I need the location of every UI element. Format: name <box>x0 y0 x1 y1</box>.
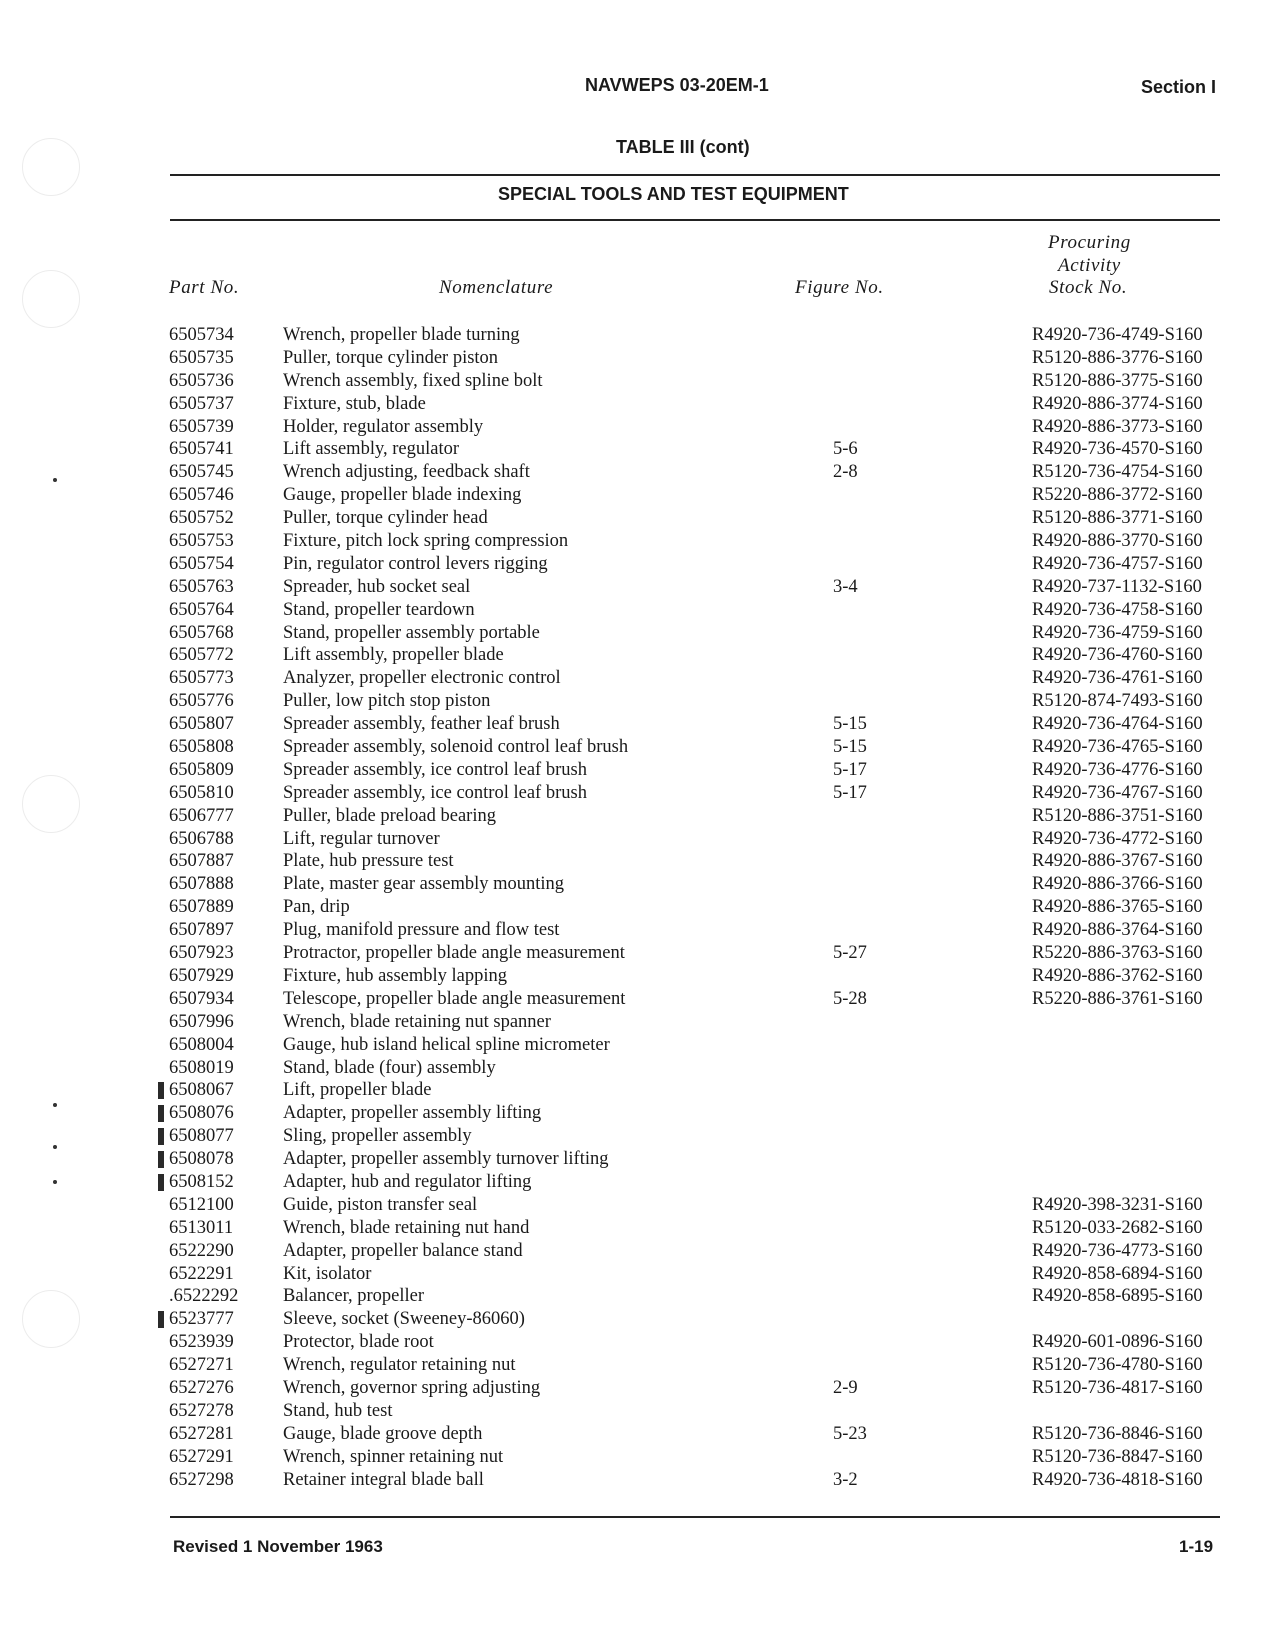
figure-number: 5-17 <box>833 759 867 780</box>
part-number: 6527276 <box>169 1377 234 1398</box>
part-number: 6505737 <box>169 393 234 414</box>
nomenclature: Lift assembly, propeller blade <box>283 645 504 666</box>
table-row <box>0 782 1279 805</box>
nomenclature: Wrench adjusting, feedback shaft <box>283 462 530 483</box>
part-number: 6505810 <box>169 782 234 803</box>
revision-date: Revised 1 November 1963 <box>173 1537 383 1556</box>
stock-number: R4920-886-3770-S160 <box>1032 531 1203 552</box>
table-row <box>0 919 1279 942</box>
table-row <box>0 1377 1279 1400</box>
part-number: 6527281 <box>169 1423 234 1444</box>
part-number: 6508067 <box>169 1080 234 1101</box>
col-header-stock-line3: Stock No. <box>1049 277 1128 298</box>
part-number: 6505776 <box>169 691 234 712</box>
table-row <box>0 1423 1279 1446</box>
table-row <box>0 576 1279 599</box>
stock-number: R4920-858-6895-S160 <box>1032 1286 1203 1307</box>
part-number: 6505736 <box>169 370 234 391</box>
part-number: 6527291 <box>169 1446 234 1467</box>
part-number: 6507897 <box>169 920 234 941</box>
nomenclature: Stand, hub test <box>283 1400 393 1421</box>
table-row <box>0 1308 1279 1331</box>
col-header-nomenclature: Nomenclature <box>439 277 554 298</box>
nomenclature: Protector, blade root <box>283 1332 434 1353</box>
part-number: 6523777 <box>169 1309 234 1330</box>
figure-number: 5-15 <box>833 737 867 758</box>
stock-number: R4920-736-4760-S160 <box>1032 645 1203 666</box>
nomenclature: Spreader, hub socket seal <box>283 576 471 597</box>
part-number: 6505764 <box>169 599 234 620</box>
part-number: 6505768 <box>169 622 234 643</box>
part-number: 6505753 <box>169 531 234 552</box>
section-label: Section I <box>1141 77 1217 97</box>
part-number: 6508077 <box>169 1126 234 1147</box>
stock-number: R4920-858-6894-S160 <box>1032 1263 1203 1284</box>
table-row <box>0 690 1279 713</box>
stock-number: R5120-886-3751-S160 <box>1032 805 1203 826</box>
nomenclature: Lift, regular turnover <box>283 828 440 849</box>
part-number: 6505808 <box>169 737 234 758</box>
col-header-stock-line1: Procuring <box>1048 232 1131 253</box>
figure-number: 5-27 <box>833 943 867 964</box>
table-row <box>0 736 1279 759</box>
nomenclature: Wrench assembly, fixed spline bolt <box>283 370 543 391</box>
table-row <box>0 942 1279 965</box>
table-row <box>0 1263 1279 1286</box>
nomenclature: Adapter, propeller assembly turnover lifting <box>283 1149 609 1170</box>
table-row <box>0 1194 1279 1217</box>
nomenclature: Stand, propeller assembly portable <box>283 622 540 643</box>
table-row <box>0 1446 1279 1469</box>
part-number: 6507934 <box>169 988 234 1009</box>
stock-number: R4920-736-4749-S160 <box>1032 325 1203 345</box>
nomenclature: Wrench, governor spring adjusting <box>283 1377 541 1398</box>
nomenclature: Spreader assembly, ice control leaf brush <box>283 759 587 780</box>
part-number: 6505734 <box>169 325 234 345</box>
change-bar <box>158 1128 164 1145</box>
table-row <box>0 644 1279 667</box>
table-row <box>0 896 1279 919</box>
part-number: 6527271 <box>169 1355 234 1376</box>
nomenclature: Puller, low pitch stop piston <box>283 691 491 712</box>
part-number: 6508078 <box>169 1149 234 1170</box>
table-row <box>0 622 1279 645</box>
table-row <box>0 1148 1279 1171</box>
nomenclature: Guide, piston transfer seal <box>283 1194 478 1215</box>
document-id: NAVWEPS 03-20EM-1 <box>585 75 769 95</box>
nomenclature: Holder, regulator assembly <box>283 416 484 437</box>
part-number: 6505809 <box>169 759 234 780</box>
nomenclature: Adapter, hub and regulator lifting <box>283 1171 532 1192</box>
nomenclature: Fixture, stub, blade <box>283 393 426 414</box>
part-number: 6505763 <box>169 576 234 597</box>
table-row <box>0 553 1279 576</box>
stock-number: R4920-886-3767-S160 <box>1032 851 1203 872</box>
nomenclature: Gauge, hub island helical spline micrometer <box>283 1034 610 1055</box>
table-row <box>0 1011 1279 1034</box>
table-row <box>0 507 1279 530</box>
table-row <box>0 370 1279 393</box>
part-number: 6505739 <box>169 416 234 437</box>
nomenclature: Spreader assembly, ice control leaf brush <box>283 782 587 803</box>
table-title: TABLE III (cont) <box>616 137 750 157</box>
table-row <box>0 828 1279 851</box>
nomenclature: Fixture, pitch lock spring compression <box>283 531 569 552</box>
table-row <box>0 1240 1279 1263</box>
nomenclature: Spreader assembly, solenoid control leaf brush <box>283 737 629 758</box>
part-number: 6512100 <box>169 1194 234 1215</box>
stock-number: R4920-886-3766-S160 <box>1032 874 1203 895</box>
table-row <box>0 1331 1279 1354</box>
change-bar <box>158 1082 164 1099</box>
table-row <box>0 1171 1279 1194</box>
nomenclature: Analyzer, propeller electronic control <box>283 668 561 689</box>
rule-top <box>170 174 1220 176</box>
figure-number: 5-23 <box>833 1423 867 1444</box>
part-number: 6523939 <box>169 1332 234 1353</box>
part-number: 6505735 <box>169 347 234 368</box>
part-number: 6505772 <box>169 645 234 666</box>
stock-number: R4920-886-3773-S160 <box>1032 416 1203 437</box>
table-body <box>0 324 1279 1491</box>
nomenclature: Spreader assembly, feather leaf brush <box>283 714 560 735</box>
figure-number: 5-15 <box>833 714 867 735</box>
nomenclature: Stand, propeller teardown <box>283 599 475 620</box>
nomenclature: Wrench, blade retaining nut hand <box>283 1217 530 1238</box>
part-number: 6505741 <box>169 439 234 460</box>
nomenclature: Wrench, spinner retaining nut <box>283 1446 504 1467</box>
part-number: 6507923 <box>169 943 234 964</box>
part-number: 6505754 <box>169 553 234 574</box>
rule-footer <box>170 1516 1220 1518</box>
table-row <box>0 530 1279 553</box>
table-row <box>0 850 1279 873</box>
stock-number: R4920-737-1132-S160 <box>1032 576 1202 597</box>
stock-number: R5220-886-3763-S160 <box>1032 943 1203 964</box>
table-row <box>0 1469 1279 1492</box>
col-header-figure: Figure No. <box>795 277 884 298</box>
part-number: 6505807 <box>169 714 234 735</box>
stock-number: R4920-736-4772-S160 <box>1032 828 1203 849</box>
table-row <box>0 461 1279 484</box>
table-row <box>0 1400 1279 1423</box>
table-row <box>0 1354 1279 1377</box>
table-row <box>0 1285 1279 1308</box>
nomenclature: Wrench, regulator retaining nut <box>283 1355 516 1376</box>
table-row <box>0 416 1279 439</box>
stock-number: R4920-398-3231-S160 <box>1032 1194 1203 1215</box>
figure-number: 5-28 <box>833 988 867 1009</box>
part-number: 6513011 <box>169 1217 234 1238</box>
stock-number: R5120-886-3775-S160 <box>1032 370 1203 391</box>
stock-number: R4920-736-4764-S160 <box>1032 714 1203 735</box>
nomenclature: Lift, propeller blade <box>283 1080 432 1101</box>
part-number: 6507996 <box>169 1011 234 1032</box>
part-number: 6505746 <box>169 485 234 506</box>
nomenclature: Sling, propeller assembly <box>283 1126 472 1147</box>
table-row <box>0 873 1279 896</box>
nomenclature: Plate, hub pressure test <box>283 851 454 872</box>
stock-number: R5120-736-8847-S160 <box>1032 1446 1203 1467</box>
nomenclature: Retainer integral blade ball <box>283 1469 484 1490</box>
table-row <box>0 438 1279 461</box>
stock-number: R5120-736-4817-S160 <box>1032 1377 1203 1398</box>
part-number: 6505773 <box>169 668 234 689</box>
stock-number: R5120-033-2682-S160 <box>1032 1217 1203 1238</box>
table-row <box>0 393 1279 416</box>
stock-number: R4920-886-3762-S160 <box>1032 965 1203 986</box>
col-header-part: Part No. <box>169 277 240 298</box>
stock-number: R4920-886-3765-S160 <box>1032 897 1203 918</box>
punch-hole <box>22 138 80 196</box>
part-number: 6508076 <box>169 1103 234 1124</box>
page-number: 1-19 <box>1179 1537 1214 1556</box>
nomenclature: Pin, regulator control levers rigging <box>283 553 548 574</box>
stock-number: R5120-886-3776-S160 <box>1032 347 1203 368</box>
table-row <box>0 324 1279 347</box>
col-header-stock-line2: Activity <box>1058 255 1121 276</box>
part-number: 6507888 <box>169 874 234 895</box>
table-row <box>0 1034 1279 1057</box>
part-number: 6527278 <box>169 1400 234 1421</box>
table-row <box>0 1217 1279 1240</box>
nomenclature: Telescope, propeller blade angle measurement <box>283 988 626 1009</box>
nomenclature: Gauge, blade groove depth <box>283 1423 483 1444</box>
part-number: 6505745 <box>169 462 234 483</box>
stock-number: R5120-736-4780-S160 <box>1032 1355 1203 1376</box>
nomenclature: Plug, manifold pressure and flow test <box>283 920 560 941</box>
part-number: 6507889 <box>169 897 234 918</box>
part-number: 6505752 <box>169 508 234 529</box>
figure-number: 5-17 <box>833 782 867 803</box>
nomenclature: Kit, isolator <box>283 1263 372 1284</box>
stock-number: R4920-736-4759-S160 <box>1032 622 1203 643</box>
nomenclature: Puller, torque cylinder head <box>283 508 488 529</box>
nomenclature: Lift assembly, regulator <box>283 439 460 460</box>
nomenclature: Protractor, propeller blade angle measurement <box>283 943 625 964</box>
stock-number: R4920-601-0896-S160 <box>1032 1332 1203 1353</box>
table-row <box>0 1057 1279 1080</box>
table-row <box>0 1102 1279 1125</box>
nomenclature: Puller, blade preload bearing <box>283 805 496 826</box>
nomenclature: Adapter, propeller assembly lifting <box>283 1103 542 1124</box>
stock-number: R4920-736-4767-S160 <box>1032 782 1203 803</box>
nomenclature: Stand, blade (four) assembly <box>283 1057 496 1078</box>
stock-number: R5120-736-4754-S160 <box>1032 462 1203 483</box>
nomenclature: Plate, master gear assembly mounting <box>283 874 565 895</box>
table-row <box>0 759 1279 782</box>
part-number: 6507929 <box>169 965 234 986</box>
change-bar <box>158 1105 164 1122</box>
stock-number: R4920-736-4570-S160 <box>1032 439 1203 460</box>
change-bar <box>158 1311 164 1328</box>
part-number: 6506788 <box>169 828 234 849</box>
nomenclature: Fixture, hub assembly lapping <box>283 965 508 986</box>
figure-number: 2-8 <box>833 462 858 483</box>
stock-number: R4920-736-4765-S160 <box>1032 737 1203 758</box>
stock-number: R4920-736-4818-S160 <box>1032 1469 1203 1490</box>
punch-hole <box>22 270 80 328</box>
nomenclature: Wrench, propeller blade turning <box>283 325 520 345</box>
table-row <box>0 988 1279 1011</box>
stock-number: R5120-736-8846-S160 <box>1032 1423 1203 1444</box>
part-number: 6527298 <box>169 1469 234 1490</box>
table-row <box>0 484 1279 507</box>
part-number: 6522290 <box>169 1240 234 1261</box>
table-row <box>0 713 1279 736</box>
nomenclature: Sleeve, socket (Sweeney-86060) <box>283 1309 525 1330</box>
table-row <box>0 347 1279 370</box>
table-subtitle: SPECIAL TOOLS AND TEST EQUIPMENT <box>498 184 849 204</box>
stock-number: R5220-886-3761-S160 <box>1032 988 1203 1009</box>
part-number: 6522291 <box>169 1263 234 1284</box>
figure-number: 3-2 <box>833 1469 858 1490</box>
change-bar <box>158 1174 164 1191</box>
table-row <box>0 965 1279 988</box>
nomenclature: Pan, drip <box>283 897 350 918</box>
part-number: 6508004 <box>169 1034 234 1055</box>
figure-number: 2-9 <box>833 1377 858 1398</box>
table-row <box>0 667 1279 690</box>
stock-number: R4920-736-4757-S160 <box>1032 553 1203 574</box>
stock-number: R4920-736-4758-S160 <box>1032 599 1203 620</box>
stock-number: R4920-736-4776-S160 <box>1032 759 1203 780</box>
nomenclature: Balancer, propeller <box>283 1286 425 1307</box>
part-number: 6507887 <box>169 851 234 872</box>
nomenclature: Wrench, blade retaining nut spanner <box>283 1011 551 1032</box>
table-row <box>0 1079 1279 1102</box>
figure-number: 5-6 <box>833 439 858 460</box>
part-number: .6522292 <box>169 1286 239 1307</box>
nomenclature: Puller, torque cylinder piston <box>283 347 499 368</box>
table-row <box>0 805 1279 828</box>
rule-under-subtitle <box>170 219 1220 221</box>
table-row <box>0 599 1279 622</box>
part-number: 6508019 <box>169 1057 234 1078</box>
figure-number: 3-4 <box>833 576 858 597</box>
stock-number: R4920-886-3764-S160 <box>1032 920 1203 941</box>
table-row <box>0 1125 1279 1148</box>
part-number: 6506777 <box>169 805 234 826</box>
stock-number: R4920-736-4773-S160 <box>1032 1240 1203 1261</box>
stock-number: R5120-886-3771-S160 <box>1032 508 1203 529</box>
part-number: 6508152 <box>169 1171 234 1192</box>
stock-number: R5220-886-3772-S160 <box>1032 485 1203 506</box>
stock-number: R4920-736-4761-S160 <box>1032 668 1203 689</box>
change-bar <box>158 1151 164 1168</box>
stock-number: R5120-874-7493-S160 <box>1032 691 1203 712</box>
nomenclature: Gauge, propeller blade indexing <box>283 485 522 506</box>
nomenclature: Adapter, propeller balance stand <box>283 1240 523 1261</box>
stock-number: R4920-886-3774-S160 <box>1032 393 1203 414</box>
